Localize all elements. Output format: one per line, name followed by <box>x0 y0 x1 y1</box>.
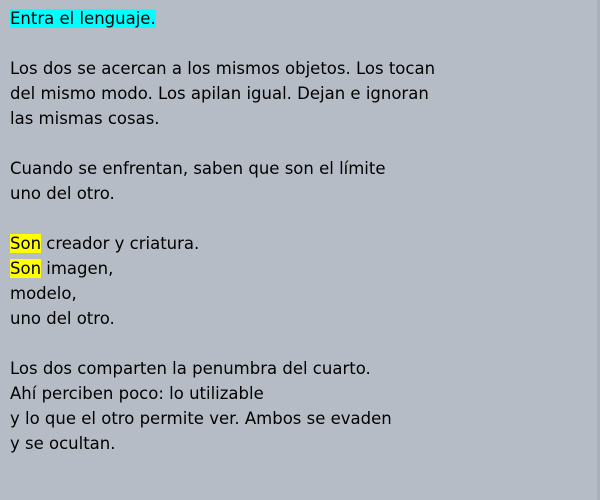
plain-text: del mismo modo. Los apilan igual. Dejan e ignoran <box>10 84 429 103</box>
text-line <box>10 431 590 456</box>
text-line <box>10 256 590 281</box>
plain-text: y se ocultan. <box>10 434 116 453</box>
text-line <box>10 231 590 256</box>
plain-text: Los dos comparten la penumbra del cuarto. <box>10 359 371 378</box>
plain-text: Ahí perciben poco: lo utilizable <box>10 384 264 403</box>
text-line <box>10 306 590 331</box>
blank-line <box>10 206 590 231</box>
paragraph <box>10 356 590 456</box>
paragraph <box>10 156 590 206</box>
document-title <box>10 6 590 31</box>
paragraph <box>10 231 590 331</box>
document-body[interactable] <box>10 6 590 456</box>
text-line <box>10 381 590 406</box>
text-line <box>10 281 590 306</box>
blank-line <box>10 331 590 356</box>
yellow-highlighted-text: Son <box>10 234 42 253</box>
blank-line <box>10 131 590 156</box>
blank-line <box>10 31 590 56</box>
text-line <box>10 181 590 206</box>
plain-text: uno del otro. <box>10 309 115 328</box>
plain-text: modelo, <box>10 284 77 303</box>
plain-text: las mismas cosas. <box>10 109 160 128</box>
plain-text: y lo que el otro permite ver. Ambos se evaden <box>10 409 392 428</box>
plain-text: uno del otro. <box>10 184 115 203</box>
plain-text: imagen, <box>41 259 114 278</box>
paragraph <box>10 56 590 131</box>
text-line <box>10 356 590 381</box>
text-line <box>10 106 590 131</box>
plain-text: Cuando se enfrentan, saben que son el límite <box>10 159 386 178</box>
text-line <box>10 6 590 31</box>
cyan-highlighted-text: Entra el lenguaje. <box>10 9 156 28</box>
text-line <box>10 56 590 81</box>
plain-text: Los dos se acercan a los mismos objetos. Los tocan <box>10 59 436 78</box>
text-line <box>10 406 590 431</box>
yellow-highlighted-text: Son <box>10 259 42 278</box>
text-line <box>10 81 590 106</box>
text-line <box>10 156 590 181</box>
plain-text: creador y criatura. <box>41 234 200 253</box>
